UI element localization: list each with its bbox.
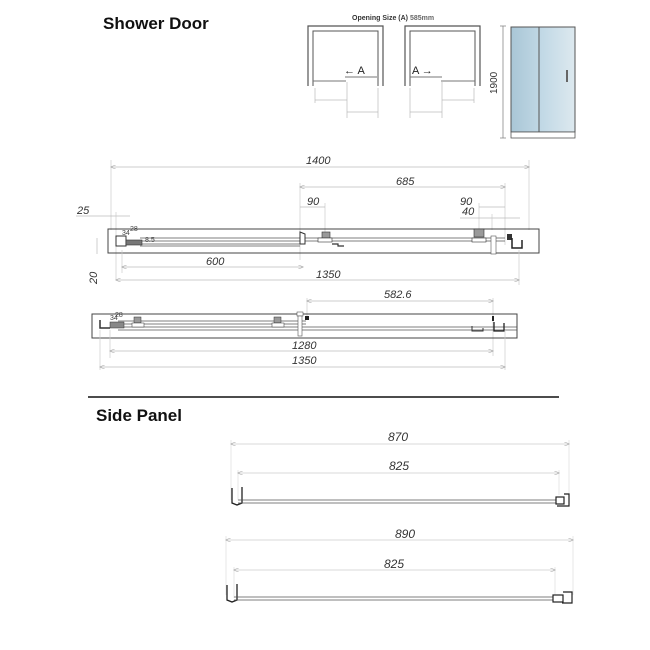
svg-text:34: 34 [122,230,130,237]
dim-end-gap-40: 40 [462,206,475,218]
height-dimension: 1900 [489,71,500,94]
side-panel-title: Side Panel [96,406,182,425]
right-opening-arrow: A → [412,65,433,77]
dim-side-panel-1-glass: 825 [389,459,410,473]
dim-side-panel-1-overall: 870 [388,430,409,444]
dim-side-panel-2-overall: 890 [395,527,416,541]
door-plan-1 [76,155,539,285]
shower-door-title: Shower Door [103,14,209,33]
svg-text:28: 28 [115,312,123,319]
svg-text:8.5: 8.5 [145,237,155,244]
dim-wall-offset-25: 25 [77,205,90,217]
dim-opening-582-6: 582.6 [384,289,412,301]
svg-text:34: 34 [110,315,118,322]
opening-size-diagram [308,15,480,118]
dim-roller-right-90: 90 [460,196,473,208]
dim-sliding-685: 685 [396,176,415,188]
dim-side-panel-2-glass: 825 [384,557,405,571]
door-plan-2 [92,289,517,370]
dim-overall-1400: 1400 [306,155,331,167]
dim-roller-left-90: 90 [307,196,320,208]
door-elevation [489,26,575,138]
dim-inner-1280: 1280 [292,340,317,352]
dim-overall-1350: 1350 [292,355,317,367]
dim-depth-20: 20 [88,271,100,284]
svg-text:28: 28 [130,226,138,233]
opening-size-label: Opening Size (A) 585mm [352,15,435,22]
dim-inner-1350: 1350 [316,269,341,281]
dim-fixed-600: 600 [206,256,225,268]
side-panel-870 [231,430,569,506]
left-opening-arrow: ← A [344,65,365,77]
side-panel-890 [226,527,573,603]
door-handle [566,70,568,82]
